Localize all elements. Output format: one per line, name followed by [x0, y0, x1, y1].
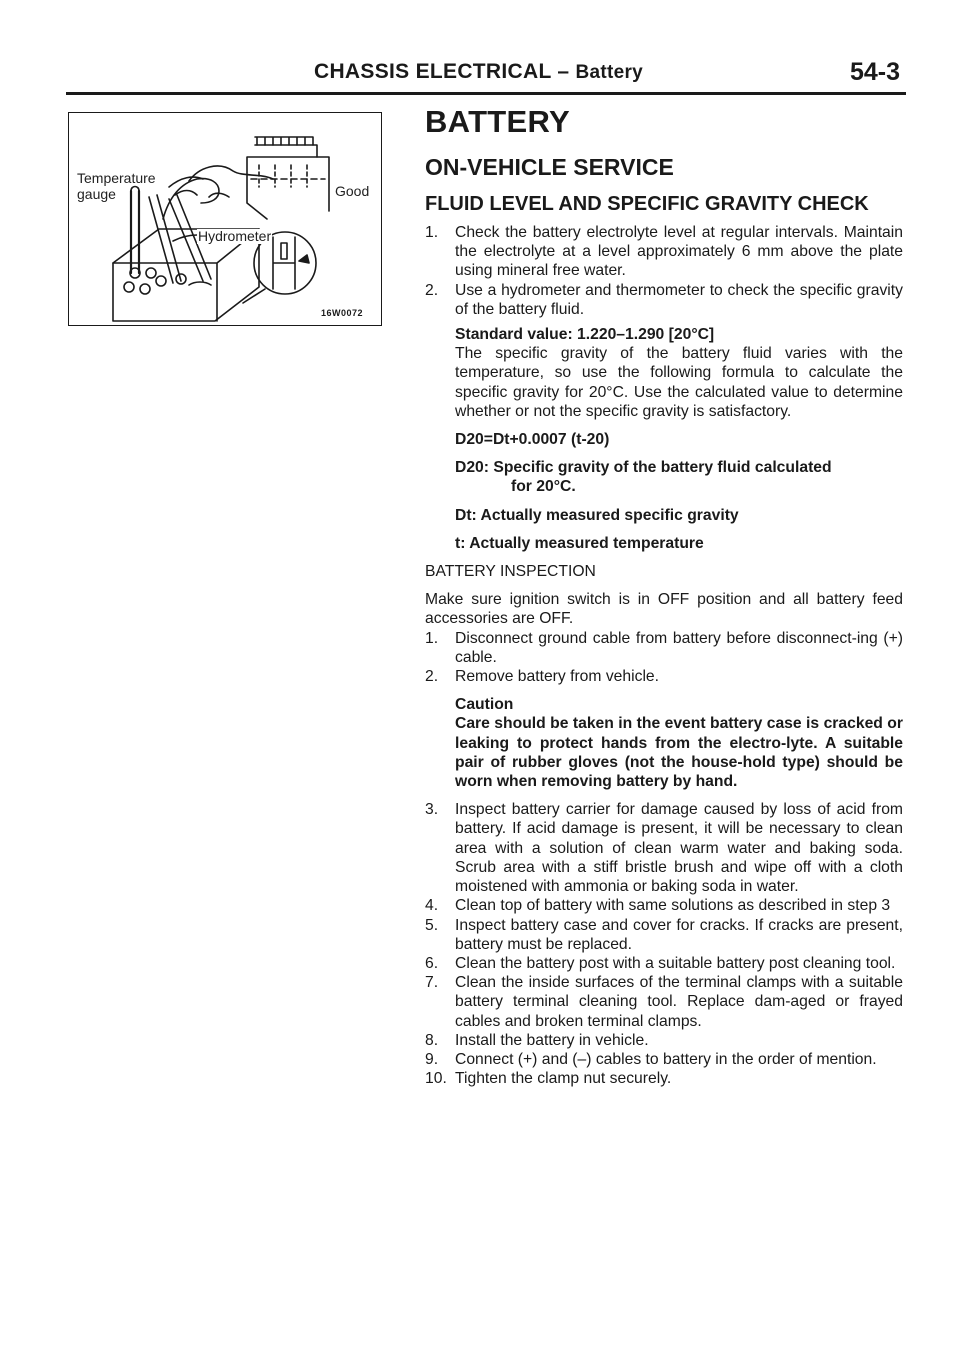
- definition-d20: D20: Specific gravity of the battery fluid calculated: [455, 459, 832, 477]
- inspection-heading: BATTERY INSPECTION: [425, 563, 596, 581]
- section-title: ON-VEHICLE SERVICE: [425, 154, 674, 180]
- figure-code: 16W0072: [321, 308, 364, 318]
- item-text: Use a hydrometer and thermometer to check the specific gravity of the battery fluid.: [455, 281, 903, 318]
- page-header: [66, 58, 906, 95]
- item-number: 10.: [425, 1070, 447, 1088]
- list-item: [425, 916, 903, 954]
- item-text: Disconnect ground cable from battery before disconnect-ing (+) cable.: [455, 629, 903, 666]
- item-text: Clean the inside surfaces of the terminal clamps with a suitable battery terminal cleaning tool. Replace dam-aged or frayed cables and broken terminal clamps.: [455, 974, 903, 1030]
- inspection-intro: Make sure ignition switch is in OFF position and all battery feed accessories are OFF.: [425, 591, 903, 628]
- label-hydrometer: Hydrometer: [198, 228, 272, 244]
- header-subsection: Battery: [575, 62, 644, 83]
- caution-title: Caution: [455, 696, 514, 714]
- label-temperature: Temperature: [77, 170, 156, 186]
- item-text: Check the battery electrolyte level at regular intervals. Maintain the electrolyte at a level approximately 6 mm above the plate using mineral free water.: [455, 224, 903, 280]
- standard-value: Standard value: 1.220–1.290 [20°C]: [455, 326, 715, 344]
- list-item: [425, 973, 903, 1031]
- list-item: [425, 896, 903, 915]
- definition-dt: Dt: Actually measured specific gravity: [455, 506, 739, 524]
- label-good: Good: [335, 183, 370, 199]
- header-section: CHASSIS ELECTRICAL: [314, 60, 552, 83]
- list-item: [425, 800, 903, 896]
- item-number: 7.: [425, 974, 439, 992]
- item-text: Clean the battery post with a suitable battery post cleaning tool.: [455, 954, 896, 972]
- label-gauge: gauge: [77, 186, 116, 202]
- list-item: [425, 223, 903, 281]
- battery-illustration: [69, 113, 381, 325]
- list-item: [425, 1069, 903, 1088]
- item-number: 4.: [425, 897, 439, 915]
- item-text: Install the battery in vehicle.: [455, 1031, 649, 1049]
- page-title: BATTERY: [425, 104, 571, 139]
- list-item: [425, 1031, 903, 1050]
- definition-t: t: Actually measured temperature: [455, 534, 704, 552]
- list-item: [425, 954, 903, 973]
- header-title: [314, 60, 643, 84]
- list-item: [425, 629, 903, 667]
- page-number: 54-3: [849, 58, 900, 86]
- list-item: [425, 281, 903, 319]
- item-text: Tighten the clamp nut securely.: [455, 1070, 672, 1088]
- item-number: 8.: [425, 1031, 439, 1049]
- item-number: 1.: [425, 224, 439, 241]
- caution-text: Care should be taken in the event battery case is cracked or leaking to protect hands from the electro-lyte. A suitable pair of rubber gloves (not the house-hold type) should be worn when removing battery by hand.: [455, 715, 903, 791]
- definition-d20-continued: for 20°C.: [511, 478, 576, 496]
- item-number: 5.: [425, 916, 439, 934]
- item-text: Inspect battery case and cover for cracks. If cracks are present, battery must be replaced.: [455, 916, 903, 953]
- battery-hydrometer-figure: [68, 112, 382, 326]
- item-text: Connect (+) and (–) cables to battery in the order of mention.: [455, 1050, 877, 1068]
- page-content: [425, 104, 903, 1088]
- list-item: [425, 667, 903, 686]
- item-number: 3.: [425, 801, 439, 819]
- gravity-explanation: The specific gravity of the battery fluid varies with the temperature, so use the following formula to calculate the specific gravity for 20°C. Use the calculated value to determine whether or not the specific gravity is satisfactory.: [455, 345, 903, 420]
- item-number: 1.: [425, 629, 439, 647]
- header-dash: –: [557, 60, 570, 83]
- item-number: 9.: [425, 1050, 439, 1068]
- item-text: Clean top of battery with same solutions as described in step 3: [455, 897, 891, 915]
- list-item: [425, 1050, 903, 1069]
- item-text: Remove battery from vehicle.: [455, 668, 660, 686]
- fluid-check-heading: FLUID LEVEL AND SPECIFIC GRAVITY CHECK: [425, 193, 869, 215]
- item-text: Inspect battery carrier for damage caused by loss of acid from battery. If acid damage is present, it will be necessary to clean area with a solution of clean warm water and baking soda. Scrub area with a stiff bristle brush and wipe off with a cloth moistened with ammonia or baking soda in water.: [455, 801, 903, 896]
- item-number: 6.: [425, 954, 439, 972]
- item-number: 2.: [425, 668, 439, 686]
- item-number: 2.: [425, 281, 439, 299]
- gravity-formula: D20=Dt+0.0007 (t-20): [455, 431, 610, 449]
